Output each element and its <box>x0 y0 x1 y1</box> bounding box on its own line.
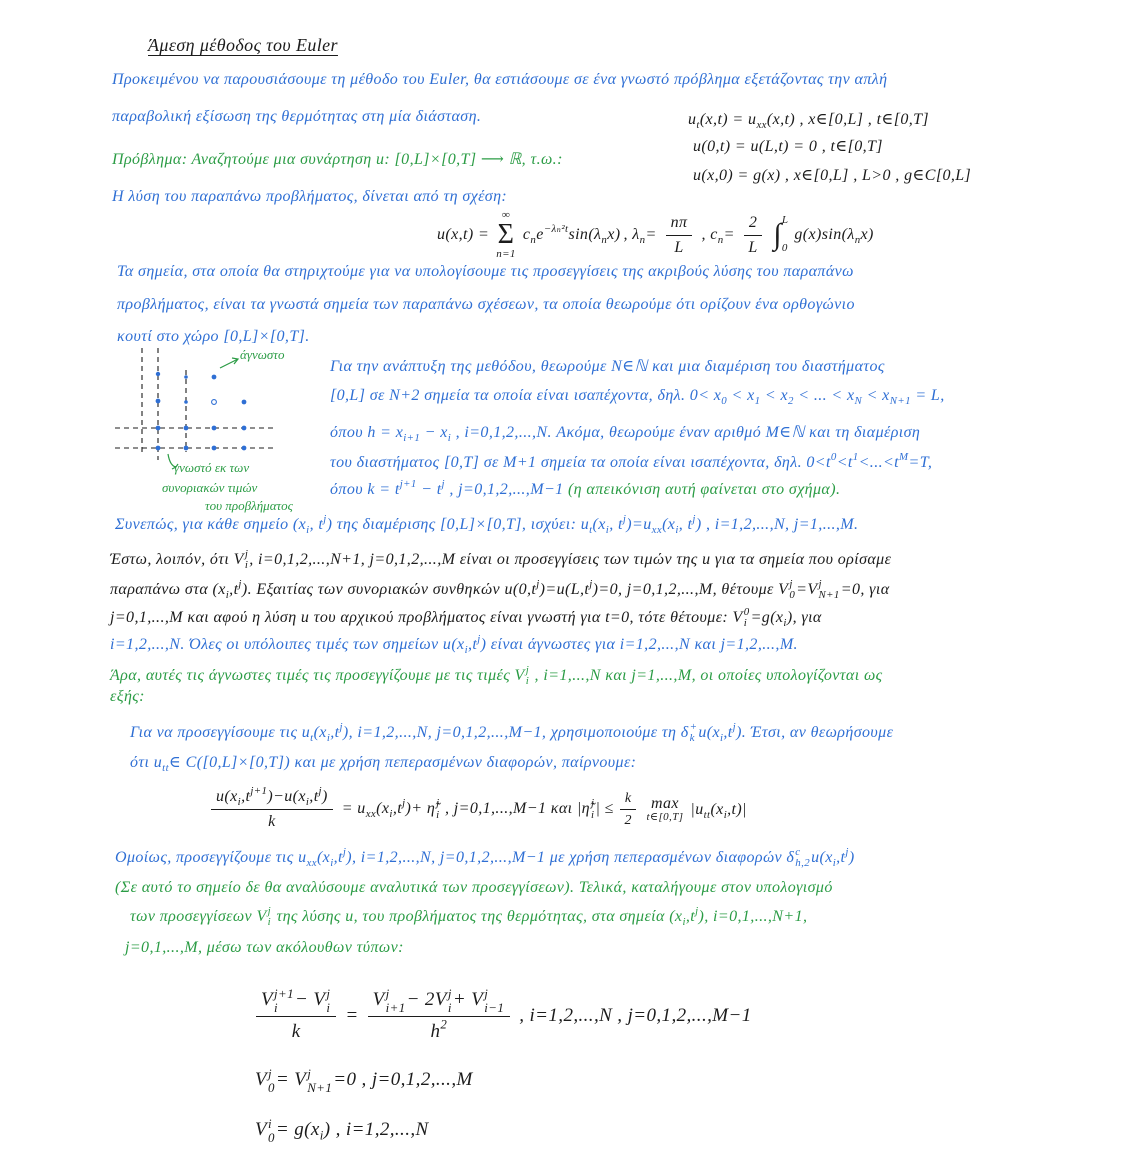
space-derivative-line: (Σε αυτό το σημείο δε θα αναλύσουμε αναλυτικά των προσεγγίσεων). Τελικά, καταλήγουμε στον υπολογισμό <box>115 879 833 896</box>
superscript: j <box>818 578 822 590</box>
solution-lhs: u(x,t) = <box>437 226 490 243</box>
page-title: Άμεση μέθοδος του Euler <box>148 35 338 55</box>
fraction-numerator: nπ <box>666 213 693 236</box>
grid-point <box>184 426 189 431</box>
integral-symbol: ∫ <box>773 218 782 252</box>
difference-quotient <box>211 784 333 832</box>
subscript: i+1 <box>403 431 421 444</box>
grid-point-hollow <box>212 400 217 405</box>
sub-superscript <box>484 987 504 1014</box>
subscript: n <box>639 233 646 246</box>
grid-point <box>242 446 247 451</box>
solution-formula <box>437 210 874 260</box>
superscript: j+1 <box>399 477 417 490</box>
space-derivative-line: j=0,1,...,M, μέσω των ακόλουθων τύπων: <box>125 939 404 956</box>
superscript: j <box>536 578 540 591</box>
bound-fraction <box>620 790 637 830</box>
consequently-line: Συνεπώς, για κάθε σημείο ($x_i$, $t^j$) της διαμέρισης [0,L]×[0,T], ισχύει: $u_t(x_i$, $t^j)=u_{xx}(x_i$, $t^j$) , i=1,2,...,N, j=1,...,M. <box>115 512 859 536</box>
subscript: i <box>330 856 334 869</box>
superscript: j <box>267 905 272 917</box>
lambda-lhs: , $\lambda_n=$ <box>623 226 657 246</box>
subscript: 0 <box>268 1079 275 1095</box>
boundary-condition: u(0,t) = u(L,t) = 0 , t∈[0,T] <box>693 138 883 155</box>
sub-superscript <box>789 579 795 602</box>
superscript: j <box>244 548 249 560</box>
discretization-line: όπου $h = x_{i+1} - x_i$ , i=0,1,2,...,N. Ακόμα, θεωρούμε έναν αριθμό M∈ℕ και τη διαμέριση <box>330 424 921 444</box>
coefficient-lhs: , $c_n=$ <box>701 226 735 246</box>
subscript: 2 <box>787 394 794 407</box>
subscript: i <box>605 523 610 536</box>
sub-superscript <box>690 722 698 745</box>
sub-superscript <box>274 987 294 1014</box>
forward-difference-formula <box>205 784 747 832</box>
superscript: j <box>525 664 530 676</box>
subscript: i <box>244 559 249 572</box>
subscript: i <box>305 795 310 808</box>
subscript: 1 <box>754 394 761 407</box>
discretization-line: του διαστήματος [0,T] σε M+1 σημεία τα οποία είναι ισαπέχοντα, δηλ. $0<t^0<t^1<...<t^M=T$, <box>330 450 933 471</box>
subscript: i+1 <box>385 999 406 1015</box>
unknown-label: άγνωστο <box>240 347 285 362</box>
subscript: i <box>326 999 331 1015</box>
scheme-boundary-values: V j 0 = V j N+1 =0 , j=0,1,2,...,M <box>255 1066 473 1095</box>
subscript: xx <box>651 523 663 536</box>
grid-point <box>212 446 217 451</box>
intro-line: παραβολική εξίσωση της θερμότητας στη μία διάσταση. <box>112 108 482 125</box>
subscript: i <box>274 999 279 1015</box>
subscript: N+1 <box>889 394 911 407</box>
scheme-lhs <box>256 987 336 1045</box>
known-label: συνοριακών τιμών <box>162 480 258 495</box>
heat-equation: $u_t(x,t) = u_{xx}(x,t)$ , x∈[0,L] , t∈[0,T] <box>688 111 930 131</box>
subscript: i <box>743 617 748 630</box>
sub-superscript <box>744 607 750 630</box>
subscript: i <box>319 1127 324 1143</box>
sub-superscript <box>326 987 330 1014</box>
subscript: 0 <box>789 589 796 602</box>
superscript: −λₙ²t <box>543 222 569 235</box>
subscript: i <box>525 675 530 688</box>
superscript: j <box>441 477 445 490</box>
superscript: 1 <box>852 450 859 463</box>
space-derivative-line: Ομοίως, προσεγγίζουμε τις $u_{xx}(x_i,t^j)$, i=1,2,...,N, j=0,1,2,...,M−1 με χρήση πεπερασμένων διαφορών δ c h,2 $u(x_i,t^j)$ <box>115 846 855 870</box>
subscript: t <box>589 523 593 536</box>
subscript: i <box>783 616 787 629</box>
arrow-icon <box>220 358 238 368</box>
superscript: 0 <box>743 606 750 618</box>
superscript: j <box>326 986 331 1002</box>
subscript: n <box>601 233 608 246</box>
superscript: j+1 <box>250 784 268 797</box>
superscript: i <box>268 1116 273 1132</box>
sub-superscript <box>436 798 439 821</box>
subscript: i <box>326 731 331 744</box>
sigma-symbol: Σ <box>497 219 515 250</box>
superscript: 0 <box>830 450 837 463</box>
fraction-numerator: V j i+1 − 2V j i + V j i−1 <box>368 987 511 1017</box>
points-line: προβλήματος, είναι τα γνωστά σημεία των παραπάνω σχέσεων, τα οποία θεωρούμε ότι ορίζουν ένα ορθογώνιο <box>117 296 855 313</box>
fraction-numerator: k <box>620 790 637 811</box>
intro-line: Προκειμένου να παρουσιάσουμε τη μέθοδο του Euler, θα εστιάσουμε σε ένα γνωστό πρόβλημα εξετάζοντας την απλή <box>112 71 888 88</box>
sub-superscript <box>245 549 248 572</box>
superscript: j <box>484 986 489 1002</box>
subscript: 0 <box>268 1129 275 1145</box>
series-term: $c_ne^{-\lambda_n^2t}\sin(\lambda_nx)$ <box>522 222 621 246</box>
formula-tail: $|u_{tt}(x_i,t)|$ <box>690 800 747 821</box>
problem-statement: Πρόβλημα: Αναζητούμε μια συνάρτηση u: [0,L]×[0,T] ⟶ ℝ, τ.ω.: <box>112 151 563 168</box>
superscript: j <box>591 797 595 810</box>
subscript: N+1 <box>307 1079 333 1095</box>
subscript: h,2 <box>795 857 811 870</box>
superscript: 2 <box>440 1016 448 1032</box>
fraction-denominator: 2 <box>624 813 632 828</box>
grid-point <box>184 446 189 451</box>
known-label: του προβλήματος <box>205 498 293 513</box>
sum-upper-limit: ∞ <box>501 209 511 221</box>
superscript: j <box>695 905 699 918</box>
approximations-line: παραπάνω στα $(x_i,t^j)$. Εξαιτίας των συνοριακών συνθηκών $u(0,t^j)=u(L,t^j)=0$, j=0,1,2,...,M, θέτουμε V j 0 =V j N+1 =0, για <box>110 578 890 602</box>
superscript: j <box>385 986 390 1002</box>
superscript: j <box>845 846 849 859</box>
points-line: Τα σημεία, στα οποία θα στηριχτούμε για να υπολογίσουμε τις προσεγγίσεις της ακριβούς λύσης του παραπάνω <box>117 263 854 280</box>
time-derivative-line: Για να προσεγγίσουμε τις $u_t(x_i,t^j)$, i=1,2,...,N, j=0,1,2,...,M−1, χρησιμοποιούμε τη δ + k $u(x_i,t^j)$. Έτσι, αν θεωρήσουμε <box>130 721 894 745</box>
superscript: j <box>339 721 343 734</box>
subscript: n <box>854 233 861 246</box>
sub-superscript <box>268 906 271 929</box>
lambda-fraction <box>666 213 693 258</box>
unknowns-line: εξής: <box>110 688 145 705</box>
subscript: n <box>717 233 724 246</box>
integral-lower-limit: 0 <box>781 242 788 255</box>
sub-superscript <box>268 1117 275 1144</box>
subscript: t <box>310 731 314 744</box>
fraction-denominator: L <box>748 238 758 256</box>
fraction-denominator: $h^2$ <box>430 1016 448 1043</box>
sum-group <box>496 210 516 260</box>
superscript: j <box>268 1066 273 1082</box>
fraction-numerator: $u(x_i,t^{j+1})-u(x_i,t^j)$ <box>211 787 333 810</box>
sub-superscript <box>448 987 452 1014</box>
time-step-definition: όπου $k = t^{j+1} - t^j$ , j=0,1,2,...,M−1 <box>330 477 568 498</box>
subscript: k <box>689 732 695 745</box>
sub-superscript <box>795 847 810 870</box>
grid-point <box>242 426 247 431</box>
subscript: tt <box>162 761 170 774</box>
scheme-rhs <box>368 987 511 1045</box>
equals-sign: = <box>345 1005 359 1027</box>
solution-intro: Η λύση του παραπάνω προβλήματος, δίνεται από τη σχέση: <box>112 188 508 205</box>
time-derivative-line: ότι $u_{tt}\in$ C([0,L]×[0,T]) και με χρήση πεπερασμένων διαφορών, παίρνουμε: <box>130 754 637 774</box>
subscript: i <box>464 643 468 656</box>
superscript: j <box>402 797 406 810</box>
fraction-denominator: L <box>674 238 684 256</box>
integral-limits <box>782 214 789 256</box>
subscript: i <box>389 807 393 820</box>
sub-superscript <box>307 1067 332 1094</box>
superscript: j <box>342 846 347 859</box>
subscript: i <box>237 795 242 808</box>
grid-point <box>184 400 188 404</box>
subscript: N <box>854 394 863 407</box>
sub-superscript <box>591 798 594 821</box>
integrand: $g(x)\sin(\lambda_nx)$ <box>794 226 874 246</box>
scheme-index-range: , i=1,2,...,N , j=0,1,2,...,M−1 <box>519 1005 752 1027</box>
subscript: xx <box>756 118 767 131</box>
subscript: i <box>267 916 272 929</box>
sub-superscript <box>526 665 529 688</box>
superscript: M <box>899 450 909 463</box>
subscript: i <box>591 808 595 821</box>
superscript: + <box>689 721 698 733</box>
discretization-line <box>330 479 840 501</box>
discretization-line: Για την ανάπτυξη της μεθόδου, θεωρούμε N∈ℕ και μια διαμέριση του διαστήματος <box>330 358 885 375</box>
sub-superscript <box>386 987 406 1014</box>
subscript: i <box>447 431 452 444</box>
subscript: tt <box>703 808 711 821</box>
sub-superscript <box>819 579 840 602</box>
integral-upper-limit: L <box>781 214 789 226</box>
subscript: i <box>682 915 686 928</box>
superscript: j <box>447 986 452 1002</box>
sub-superscript <box>268 1067 275 1094</box>
superscript: j+1 <box>274 986 294 1002</box>
grid-point <box>184 375 188 379</box>
initial-condition: u(x,0) = g(x) , x∈[0,L] , L>0 , g∈C[0,L] <box>693 167 972 184</box>
space-derivative-line: των προσεγγίσεων V j i της λύσης u, του προβλήματος της θερμότητας, στα σημεία $(x_i,t^j)$, i=0,1,...,N+1, <box>130 905 808 929</box>
superscript: j <box>238 578 242 591</box>
subscript: i−1 <box>484 999 505 1015</box>
subscript: n <box>530 233 537 246</box>
scheme-initial-values: V i 0 = $g(x_i)$ , i=1,2,...,N <box>255 1116 429 1145</box>
integral-group <box>773 214 791 256</box>
figure-note: (η απεικόνιση αυτή φαίνεται στο σχήμα). <box>567 481 841 498</box>
subscript: i <box>719 731 724 744</box>
subscript: i <box>832 856 837 869</box>
known-label: γνωστό εκ των <box>174 460 250 475</box>
approximations-line: j=0,1,...,M και αφού η λύση u του αρχικού προβλήματος είναι γνωστή για t=0, τότε θέτουμε: V 0 i $=g(x_i)$, για <box>110 606 822 630</box>
superscript: j <box>622 512 627 525</box>
subscript: i <box>436 808 440 821</box>
subscript: N+1 <box>818 589 840 602</box>
approximations-line: Έστω, λοιπόν, ότι V j i , i=0,1,2,...,N+1, j=0,1,2,...,M είναι οι προσεγγίσεις των τιμών της u για τα σημεία που ορίσαμε <box>110 548 892 572</box>
superscript: j <box>323 512 327 525</box>
subscript: i <box>723 808 728 821</box>
fraction-denominator: k <box>291 1021 301 1043</box>
superscript: j <box>436 797 440 810</box>
discretization-line: [0,L] σε N+2 σημεία τα οποία είναι ισαπέχοντα, δηλ. $0< x_0 < x_1 < x_2$ < ... < $x_N < x_{N+1} = L$, <box>330 387 945 407</box>
grid-point <box>156 426 161 431</box>
fraction-numerator: V j+1 i − V j i <box>256 987 336 1017</box>
subscript: 0 <box>721 394 728 407</box>
subscript: i <box>225 588 230 601</box>
grid-point <box>156 399 161 404</box>
fraction-numerator: 2 <box>744 213 762 236</box>
superscript: c <box>795 846 801 858</box>
unknowns-line: Άρα, αυτές τις άγνωστες τιμές τις προσεγγίζουμε με τις τιμές V j i , i=1,...,N και j=1,...,M, οι οποίες υπολογίζονται ως <box>110 664 883 688</box>
subscript: i <box>447 999 452 1015</box>
subscript: xx <box>306 856 317 869</box>
subscript: i <box>675 523 679 536</box>
superscript: j <box>307 1066 312 1082</box>
coefficient-fraction <box>744 213 762 258</box>
grid-point <box>156 446 161 451</box>
grid-point <box>242 400 247 405</box>
superscript: j <box>732 721 737 734</box>
fraction-denominator: k <box>268 813 276 830</box>
subscript: i <box>306 523 310 536</box>
points-line: κουτί στο χώρο [0,L]×[0,T]. <box>117 328 310 345</box>
superscript: j <box>692 512 696 525</box>
superscript: j <box>589 578 593 591</box>
explicit-scheme-formula <box>250 987 752 1045</box>
superscript: j <box>789 578 793 590</box>
superscript: j <box>318 784 322 797</box>
grid-point <box>156 372 160 376</box>
max-operator <box>646 796 683 823</box>
max-label: max <box>651 795 679 812</box>
grid-point <box>212 426 217 431</box>
sum-lower-limit: n=1 <box>496 248 516 260</box>
subscript: xx <box>365 807 377 820</box>
approximations-line: i=1,2,...,N. Όλες οι υπόλοιπες τιμές των σημείων $u(x_i,t^j)$ είναι άγνωστες για i=1,2,...,N και j=1,2,...,M. <box>110 632 798 656</box>
max-subscript: t∈[0,T] <box>646 811 684 823</box>
formula-rest: = $u_{xx}(x_i,t^j)+$ η̃ j i , j=0,1,...,M−1 και |η̃ j i | ≤ <box>341 797 614 821</box>
superscript: j <box>477 632 481 645</box>
subscript: t <box>696 118 700 131</box>
grid-point <box>212 375 217 380</box>
